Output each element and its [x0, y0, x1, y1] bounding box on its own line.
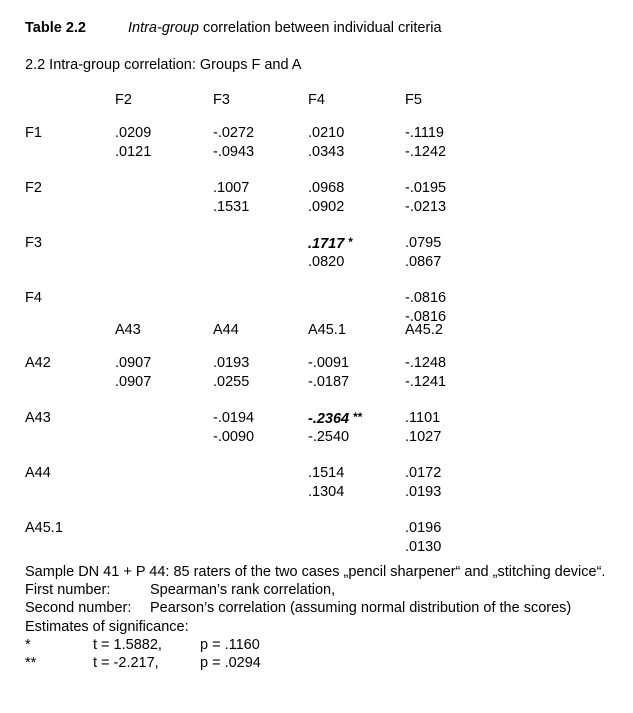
spearman-value: -.0272	[213, 125, 255, 141]
column-header-f2: F2	[115, 92, 132, 108]
pearson-value: -.0187	[308, 374, 350, 390]
significance-marker: *	[348, 235, 353, 249]
spearman-value: -.1248	[405, 355, 447, 371]
column-header-f4: F4	[308, 92, 325, 108]
table-subtitle: 2.2 Intra-group correlation: Groups F and A	[25, 57, 302, 73]
pearson-value: .0193	[405, 484, 442, 500]
footnote-second-value: Pearson’s correlation (assuming normal distribution of the scores)	[150, 600, 572, 617]
pearson-value: .1304	[308, 484, 345, 500]
spearman-value: -.0816	[405, 290, 447, 306]
pearson-value: .0902	[308, 199, 345, 215]
pearson-value: -.1242	[405, 144, 447, 160]
spearman-value: .0907	[115, 355, 152, 371]
footnote-first-value: Spearman’s rank correlation,	[150, 582, 336, 599]
table-row	[0, 235, 633, 290]
column-header-a44: A44	[213, 322, 239, 338]
p-value: p = .0294	[200, 654, 261, 671]
pearson-value: .1531	[213, 199, 250, 215]
pearson-value: .1027	[405, 429, 442, 445]
page-title	[25, 20, 442, 36]
spearman-value: -.1119	[405, 125, 444, 141]
significance-marker: **	[25, 654, 37, 671]
spearman-value-significant: .1717 *	[308, 235, 353, 252]
title-emphasis: Intra-group	[127, 20, 199, 36]
pearson-value: .0907	[115, 374, 152, 390]
table-row	[0, 410, 633, 465]
matrix-group-f	[0, 92, 633, 345]
pearson-value: .0121	[115, 144, 152, 160]
footnote-sample-text: Sample DN 41 + P 44: 85 raters of the two cases „pencil sharpener“ and „stitching device“.	[25, 564, 606, 580]
column-header-f5: F5	[405, 92, 422, 108]
spearman-value: .1007	[213, 180, 250, 196]
pearson-value: -.2540	[308, 429, 350, 445]
spearman-value: -.0194	[213, 410, 255, 426]
table-row	[0, 355, 633, 410]
row-label: F3	[25, 235, 42, 251]
column-header-row-a	[0, 322, 633, 355]
matrix-group-a	[0, 322, 633, 575]
column-header-a45-2: A45.2	[405, 322, 443, 338]
t-statistic: t = 1.5882,	[93, 636, 162, 653]
spearman-value: .1101	[405, 410, 441, 426]
spearman-value: .0172	[405, 465, 442, 481]
spearman-value: .0210	[308, 125, 345, 141]
pearson-value: -.0943	[213, 144, 255, 160]
row-label: F4	[25, 290, 42, 306]
pearson-value: -.0213	[405, 199, 447, 215]
spearman-value: .0196	[405, 520, 442, 536]
column-header-f3: F3	[213, 92, 230, 108]
p-value: p = .1160	[200, 636, 260, 653]
row-label: A42	[25, 355, 51, 371]
row-label: A43	[25, 410, 51, 426]
row-label: A44	[25, 465, 51, 481]
column-header-a45-1: A45.1	[308, 322, 346, 338]
spearman-value: -.0091	[308, 355, 350, 371]
spearman-value-significant: -.2364 **	[308, 410, 363, 427]
pearson-value: .0255	[213, 374, 250, 390]
pearson-value: .0820	[308, 254, 345, 270]
footnote-first-label: First number:	[25, 582, 111, 599]
table-number: Table 2.2	[25, 20, 86, 36]
pearson-value: -.0090	[213, 429, 255, 445]
estimates-of-significance-label: Estimates of significance:	[25, 618, 189, 635]
spearman-value: -.0195	[405, 180, 447, 196]
t-statistic: t = -2.217,	[93, 654, 159, 671]
title-rest: correlation between individual criteria	[198, 20, 442, 36]
row-label: A45.1	[25, 520, 63, 536]
pearson-value: .0343	[308, 144, 345, 160]
pearson-value: .0130	[405, 539, 442, 555]
spearman-value: .0193	[213, 355, 250, 371]
spearman-value: .1514	[308, 465, 345, 481]
pearson-value: -.0816	[405, 309, 447, 325]
spearman-value: .0209	[115, 125, 152, 141]
column-header-a43: A43	[115, 322, 141, 338]
significance-marker: *	[25, 636, 31, 653]
pearson-value: .0867	[405, 254, 442, 270]
table-row	[0, 180, 633, 235]
footnote-second-label: Second number:	[25, 600, 132, 617]
table-row	[0, 465, 633, 520]
row-label: F1	[25, 125, 42, 141]
significance-marker: **	[353, 410, 363, 424]
table-row	[0, 125, 633, 180]
row-label: F2	[25, 180, 42, 196]
pearson-value: -.1241	[405, 374, 447, 390]
spearman-value: .0795	[405, 235, 442, 251]
spearman-value: .0968	[308, 180, 345, 196]
column-header-row-f	[0, 92, 633, 125]
